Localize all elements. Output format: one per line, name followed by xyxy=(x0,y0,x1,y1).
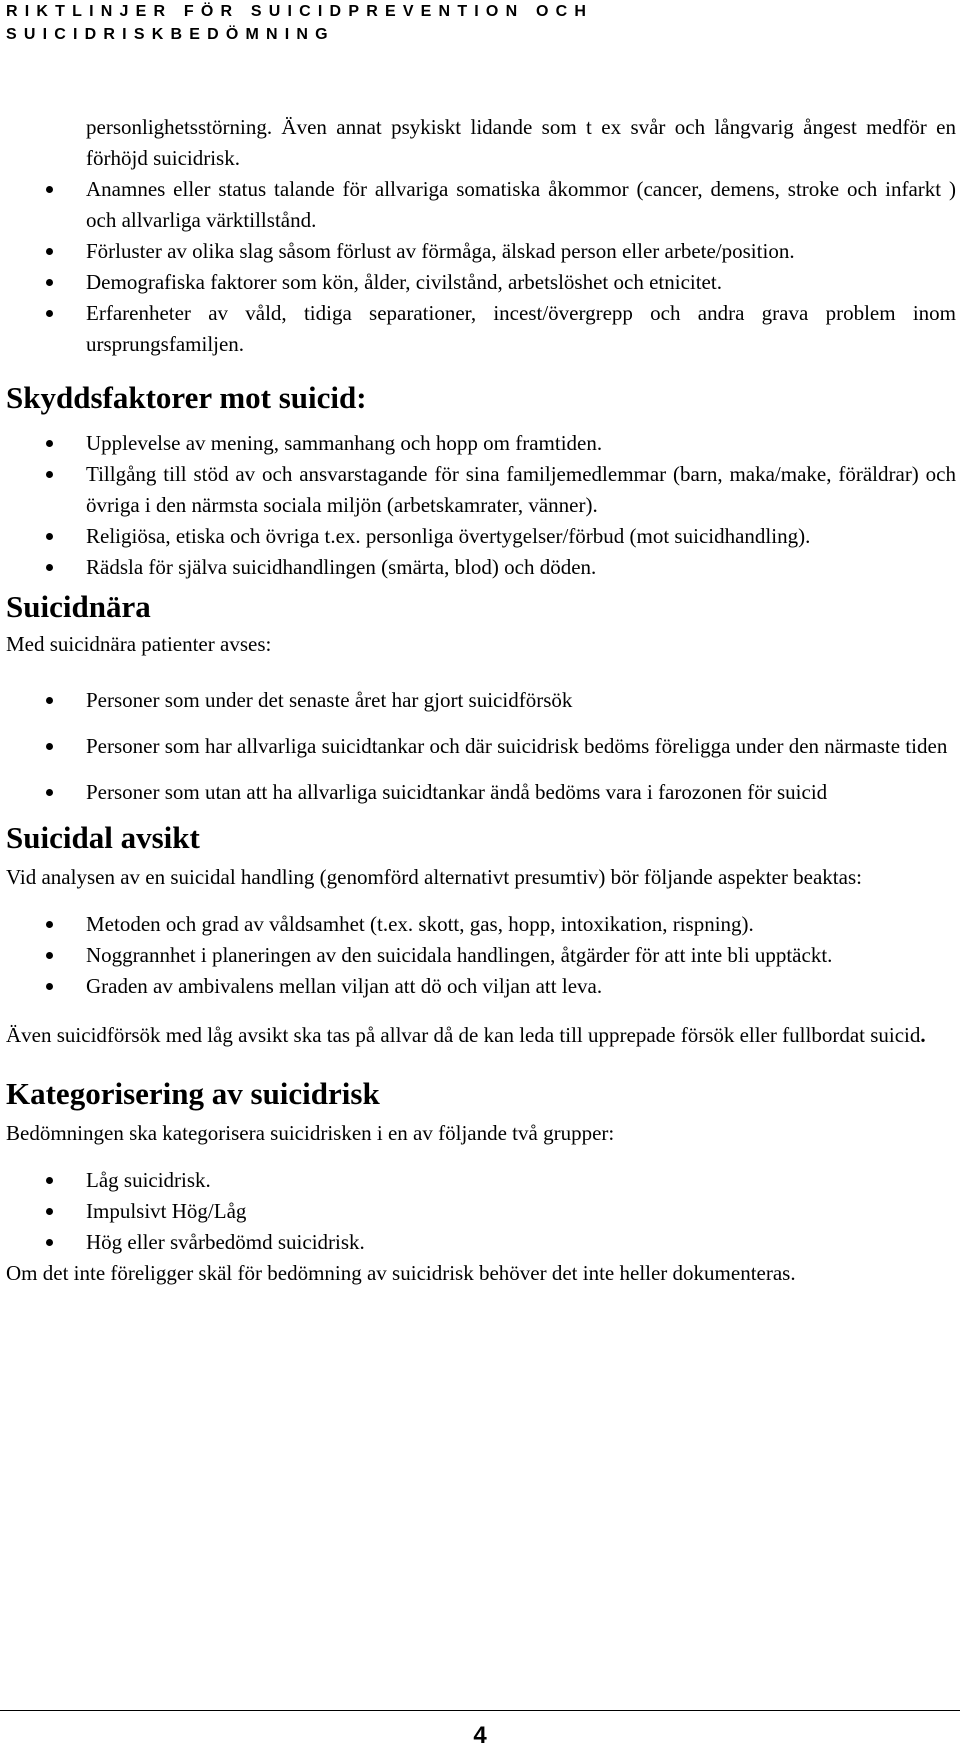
list-item: Metoden och grad av våldsamhet (t.ex. skott, gas, hopp, intoxikation, rispning). xyxy=(6,909,956,940)
list-item: Demografiska faktorer som kön, ålder, civilstånd, arbetslöshet och etnicitet. xyxy=(6,267,956,298)
bullet-icon xyxy=(46,1177,53,1184)
bullet-icon xyxy=(46,697,53,704)
list-item: Rädsla för själva suicidhandlingen (smärta, blod) och döden. xyxy=(6,552,956,583)
section-heading-skyddsfaktorer: Skyddsfaktorer mot suicid: xyxy=(6,380,367,415)
risk-factor-list xyxy=(6,174,956,360)
bullet-icon xyxy=(46,440,53,447)
kategorisering-intro: Bedömningen ska kategorisera suicidrisken i en av följande två grupper: xyxy=(6,1121,615,1145)
bullet-icon xyxy=(46,564,53,571)
document-body xyxy=(6,112,956,1289)
section-heading-suicidal-avsikt: Suicidal avsikt xyxy=(6,820,200,855)
avsikt-intro: Vid analysen av en suicidal handling (genomförd alternativt presumtiv) bör följande aspekter beaktas: xyxy=(6,865,862,889)
bullet-icon xyxy=(46,279,53,286)
bullet-icon xyxy=(46,471,53,478)
list-item: Graden av ambivalens mellan viljan att dö och viljan att leva. xyxy=(6,971,956,1002)
list-item: Erfarenheter av våld, tidiga separationer, incest/övergrepp och andra grava problem inom ursprungsfamiljen. xyxy=(6,298,956,360)
list-item: Personer som utan att ha allvarliga suicidtankar ändå bedöms vara i farozonen för suicid xyxy=(6,777,956,808)
bullet-icon xyxy=(46,1208,53,1215)
list-item: Religiösa, etiska och övriga t.ex. personliga övertygelser/förbud (mot suicidhandling). xyxy=(6,521,956,552)
page-number: 4 xyxy=(473,1722,487,1749)
list-item: Anamnes eller status talande för allvariga somatiska åkommor (cancer, demens, stroke och infarkt ) och allvarliga värktillstånd. xyxy=(6,174,956,236)
bullet-icon xyxy=(46,1239,53,1246)
kategorisering-outro: Om det inte föreligger skäl för bedömning av suicidrisk behöver det inte heller dokumenteras. xyxy=(6,1261,796,1285)
bullet-icon xyxy=(46,921,53,928)
bullet-icon xyxy=(46,743,53,750)
section-heading-suicidnara: Suicidnära xyxy=(6,589,151,624)
bullet-icon xyxy=(46,789,53,796)
footer-divider xyxy=(0,1710,960,1711)
bullet-icon xyxy=(46,952,53,959)
list-item: Tillgång till stöd av och ansvarstagande för sina familjemedlemmar (barn, maka/make, föräldrar) och övriga i den närmsta sociala miljön (arbetskamrater, vänner). xyxy=(6,459,956,521)
avsikt-note: Även suicidförsök med låg avsikt ska tas på allvar då de kan leda till upprepade försök eller fullbordat suicid. xyxy=(6,1023,926,1047)
bullet-icon xyxy=(46,248,53,255)
header-line-1: RIKTLINJER FÖR SUICIDPREVENTION OCH xyxy=(6,3,594,20)
list-item: Impulsivt Hög/Låg xyxy=(6,1196,956,1227)
kategorisering-list xyxy=(6,1165,956,1258)
protective-factor-list xyxy=(6,428,956,583)
header-line-2: SUICIDRISKBEDÖMNING xyxy=(6,26,335,43)
bullet-icon xyxy=(46,983,53,990)
running-header xyxy=(6,0,593,46)
list-item: Låg suicidrisk. xyxy=(6,1165,956,1196)
list-item: Personer som under det senaste året har gjort suicidförsök xyxy=(6,685,956,716)
intro-continuation: personlighetsstörning. Även annat psykiskt lidande som t ex svår och långvarig ångest medför en förhöjd suicidrisk. xyxy=(86,115,956,170)
suicidnara-intro: Med suicidnära patienter avses: xyxy=(6,632,272,656)
avsikt-list xyxy=(6,909,956,1002)
section-heading-kategorisering: Kategorisering av suicidrisk xyxy=(6,1076,380,1111)
suicidnara-list xyxy=(6,685,956,808)
list-item: Förluster av olika slag såsom förlust av förmåga, älskad person eller arbete/position. xyxy=(6,236,956,267)
list-item: Hög eller svårbedömd suicidrisk. xyxy=(6,1227,956,1258)
bullet-icon xyxy=(46,186,53,193)
bullet-icon xyxy=(46,533,53,540)
list-item: Personer som har allvarliga suicidtankar och där suicidrisk bedöms föreligga under den närmaste tiden xyxy=(6,731,956,762)
bullet-icon xyxy=(46,310,53,317)
list-item: Upplevelse av mening, sammanhang och hopp om framtiden. xyxy=(6,428,956,459)
list-item: Noggrannhet i planeringen av den suicidala handlingen, åtgärder för att inte bli upptäckt. xyxy=(6,940,956,971)
